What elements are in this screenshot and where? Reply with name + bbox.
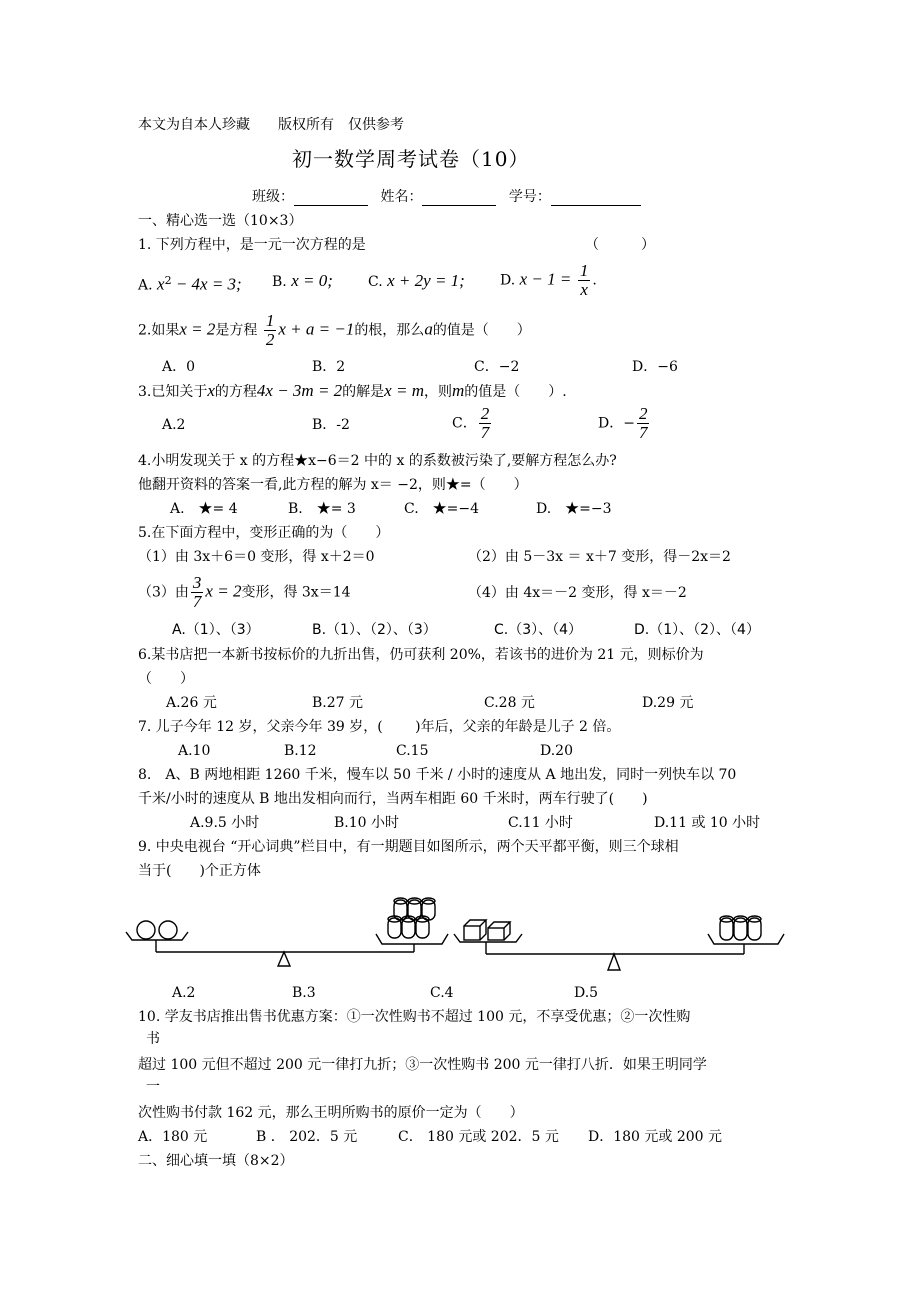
q8-option-b: B.10 小时 [334, 815, 400, 831]
class-label: 班级： [252, 189, 294, 205]
q1-option-b: B. x = 0; [272, 271, 333, 290]
fulcrum-icon [278, 952, 290, 966]
ball-icon [137, 921, 155, 939]
q8-option-c: C.11 小时 [508, 815, 573, 831]
q10-line-2: 超过 100 元但不超过 200 元一律打九折；③一次性购书 200 元一律打八折．如果王明同学 [138, 1057, 707, 1073]
id-blank[interactable] [551, 191, 641, 206]
student-info-row [252, 188, 641, 206]
q4-option-b: B. ★= 3 [288, 501, 356, 517]
section-1-heading: 一、精心选一选（10×3） [138, 213, 303, 229]
q9-option-c: C.4 [430, 985, 454, 1001]
q5-statement-2: （2）由 5－3x ＝ x＋7 变形，得－2x＝2 [468, 549, 731, 565]
q10-line-2-wrap: 一 [146, 1079, 160, 1095]
q9-line-1: 9. 中央电视台 “开心词典”栏目中，有一期题目如图所示，两个天平都平衡，则三个球相 [138, 839, 679, 855]
q10-line-3: 次性购书付款 162 元，那么王明所购书的原价一定为（ ） [138, 1105, 524, 1121]
q9-option-d: D.5 [574, 985, 599, 1001]
q4-option-d: D. ★=−3 [536, 501, 612, 517]
q1-stem: 1. 下列方程中，是一元一次方程的是 [138, 237, 366, 253]
q5-stem: 5.在下面方程中，变形正确的为（ ） [138, 525, 390, 541]
left-balance [126, 898, 448, 966]
q5-option-b: B.（1）、（2）、（3） [312, 622, 437, 638]
q1-answer-paren: （ ） [585, 237, 655, 253]
right-balance [454, 916, 784, 970]
q1-option-a: A. $x^2 - 4x = 3$; [138, 274, 242, 294]
q9-option-a: A.2 [172, 985, 196, 1001]
q7-option-a: A.10 [178, 743, 211, 759]
q7-stem: 7. 儿子今年 12 岁，父亲今年 39 岁，( )年后，父亲的年龄是儿子 2 倍。 [138, 719, 621, 735]
q2-option-a: A．0 [162, 359, 196, 375]
right-pan [708, 934, 784, 944]
q2-option-b: B．2 [312, 359, 346, 375]
q5-statement-1: （1）由 3x＋6＝0 变形，得 x＋2＝0 [138, 549, 375, 565]
q10-option-d: D．180 元或 200 元 [588, 1129, 723, 1145]
name-blank[interactable] [422, 191, 496, 206]
q10-option-a: A．180 元 [138, 1129, 208, 1145]
section-2-heading: 二、细心填一填（8×2） [138, 1153, 294, 1169]
name-label: 姓名： [380, 189, 423, 205]
q3-option-b: B．-2 [312, 417, 350, 433]
q8-option-d: D.11 或 10 小时 [654, 815, 761, 831]
q9-line-2: 当于( )个正方体 [138, 863, 261, 879]
q6-option-d: D.29 元 [642, 695, 694, 711]
q8-line-1: 8. A、B 两地相距 1260 千米，慢车以 50 千米 / 小时的速度从 A 地出发，同时一列快车以 70 [138, 767, 737, 783]
cylinder-row-icon [720, 916, 761, 940]
q2-option-d: D．−6 [632, 359, 678, 375]
q9-option-b: B.3 [292, 985, 316, 1001]
q7-option-b: B.12 [284, 743, 317, 759]
q4-line-1: 4.小明发现关于 x 的方程★x−6＝2 中的 x 的系数被污染了,要解方程怎么办? [138, 453, 617, 469]
page-title: 初一数学周考试卷（10） [292, 147, 530, 171]
q8-option-a: A.9.5 小时 [190, 815, 260, 831]
q1-option-d: D. x − 1 = $\frac{1}{x}$ . [500, 261, 597, 299]
cylinder-stack-icon [388, 898, 435, 938]
q5-option-d: D.（1）、（2）、（4） [634, 622, 760, 638]
class-blank[interactable] [294, 191, 368, 206]
q10-option-c: C． 180 元或 202．5 元 [398, 1129, 559, 1145]
q4-option-a: A. ★= 4 [170, 501, 238, 517]
q5-statement-3: （3）由 $\frac{3}{7}$ x = 2变形，得 3x＝14 [138, 573, 351, 611]
q10-line-1-wrap: 书 [146, 1031, 160, 1047]
q3-stem: 3.已知关于x的方程4x − 3m = 2的解是x = m，则m的值是（ ）. [138, 381, 567, 400]
q3-option-c: C． $\frac{2}{7}$ [452, 404, 490, 442]
q3-option-d: D．− $\frac{2}{7}$ [598, 404, 648, 442]
left-pan [126, 932, 188, 940]
id-label: 学号： [508, 189, 551, 205]
q4-line-2: 他翻开资料的答案一看,此方程的解为 x＝ −2，则★=（ ） [138, 477, 528, 493]
cube-icon [464, 920, 486, 940]
q6-option-b: B.27 元 [312, 695, 364, 711]
right-pan [376, 934, 448, 944]
fulcrum-icon [608, 954, 620, 970]
q6-option-a: A.26 元 [166, 695, 217, 711]
q5-option-c: C.（3）、（4） [494, 622, 583, 638]
header-note: 本文为自本人珍藏 版权所有 仅供参考 [138, 117, 404, 133]
ball-icon [159, 921, 177, 939]
q10-option-b: B ． 202．5 元 [256, 1129, 358, 1145]
q1-option-c: C. x + 2y = 1; [368, 271, 465, 290]
q2-option-c: C．−2 [474, 359, 520, 375]
cube-icon [488, 922, 510, 940]
q6-line-1: 6.某书店把一本新书按标价的九折出售，仍可获利 20%，若该书的进价为 21 元，则标价为 [138, 647, 704, 663]
q3-option-a: A.2 [162, 417, 186, 433]
q6-option-c: C.28 元 [484, 695, 535, 711]
q7-option-c: C.15 [396, 743, 429, 759]
q10-line-1: 10. 学友书店推出售书优惠方案：①一次性购书不超过 100 元，不享受优惠；②一次性购 [138, 1009, 691, 1025]
q4-option-c: C. ★=−4 [404, 501, 480, 517]
q7-option-d: D.20 [540, 743, 573, 759]
q5-option-a: A.（1）、（3） [172, 622, 260, 638]
q8-line-2: 千米/小时的速度从 B 地出发相向而行，当两车相距 60 千米时，两车行驶了( ) [138, 791, 648, 807]
balance-scales-figure [118, 888, 798, 978]
q2-stem: 2.如果x = 2是方程 $\frac{1}{2}$ x + a = −1的根，那么a的值是（ ） [138, 311, 531, 349]
q5-statement-4: （4）由 4x＝－2 变形，得 x＝－2 [468, 585, 687, 601]
q6-line-2: （ ） [138, 671, 194, 687]
